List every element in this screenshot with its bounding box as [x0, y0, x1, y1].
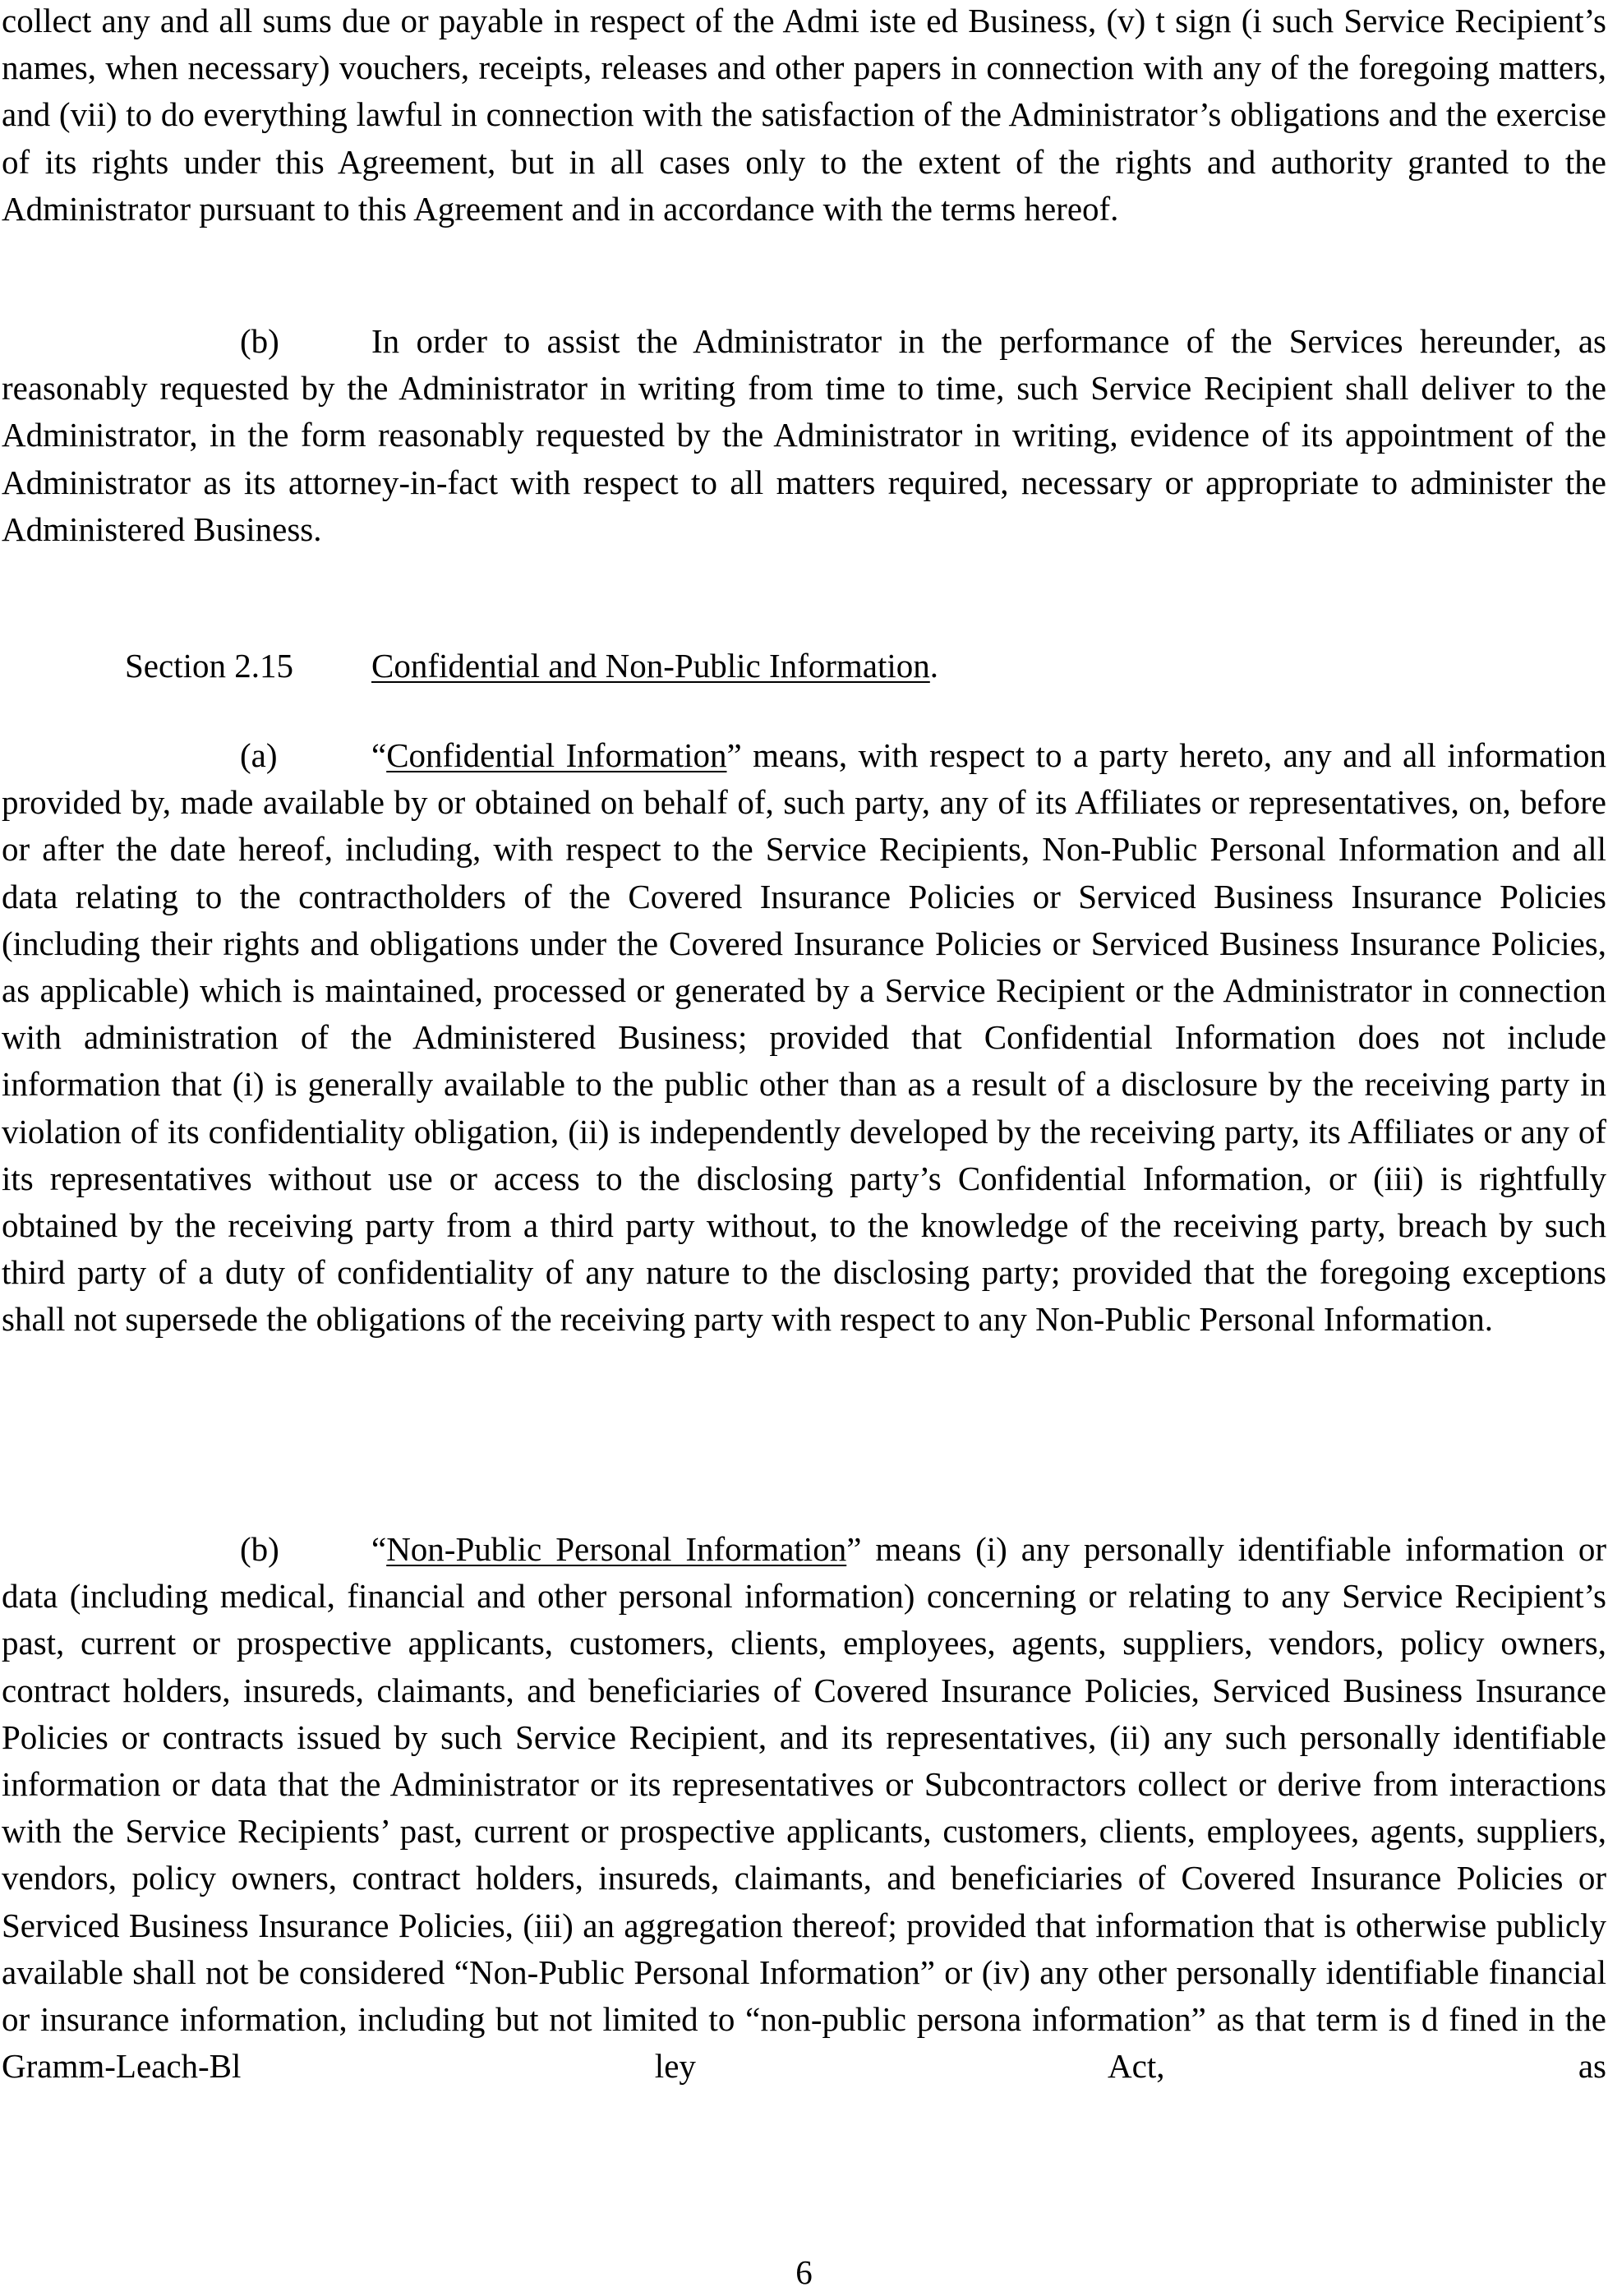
- page-number: 6: [795, 2253, 813, 2291]
- paragraph-text: ” means, with respect to a party hereto, any and all information provided by, made available by or obtained on behalf of, such party, any of its Affiliates or representatives, on, before or after the date hereof, including, with respect to the Service Recipients, Non-Public Personal Information and all data relating to the contractholders of the Covered Insurance Policies or Serviced Business Insurance Policies (including their rights and obligations under the Covered Insurance Policies or Serviced Business Insurance Policies, as applicable) which is maintained, processed or generated by a Service Recipient or the Administrator in connection with administration of the Administered Business; provided that Confidential Information does not include information that (i) is generally available to the public other than as a result of a disclosure by the receiving party in violation of its confidentiality obligation, (ii) is independently developed by the receiving party, its Affiliates or any of its representatives without use or access to the disclosing party’s Confidential Information, or (iii) is rightfully obtained by the receiving party from a third party without, to the knowledge of the receiving party, breach by such third party of a duty of confidentiality of any nature to the disclosing party; provided that the foregoing exceptions shall not supersede the obligations of the receiving party with respect to any Non-Public Personal Information.: [2, 736, 1606, 1339]
- paragraph-continuation: [2, 0, 1606, 233]
- defined-term: Non-Public Personal Information: [386, 1530, 847, 1568]
- clause-label: (b): [240, 322, 279, 360]
- paragraph-text: ” means (i) any personally identifiable information or data (including medical, financial and other personal information) concerning or relating to any Service Recipient’s past, current or prospective applicants, customers, clients, employees, agents, suppliers, vendors, policy owners, contract holders, insureds, claimants, and beneficiaries of Covered Insurance Policies, Serviced Business Insurance Policies or contracts issued by such Service Recipient, and its representatives, (ii) any such personally identifiable information or data that the Administrator or its representatives or Subcontractors collect or derive from interactions with the Service Recipients’ past, current or prospective applicants, customers, clients, employees, agents, suppliers, vendors, policy owners, contract holders, insureds, claimants, and beneficiaries of Covered Insurance Policies or Serviced Business Insurance Policies, (iii) an aggregation thereof; provided that information that is otherwise publicly available shall not be considered “Non-Public Personal Information” or (iv) any other personally identifiable financial or insurance information, including but not limited to “non-public persona information” as that term is d fined in the Gramm-Leach-Bl ley Act, as: [2, 1530, 1607, 2086]
- paragraph-2-15-a: (a) “Confidential Information” means, with respect to a party hereto, any and all information provided by, made available by or obtained on behalf of, such party, any of its Affiliates or representatives, on, before or after the date hereof, including, with respect to the Service Recipients, Non-Public Personal Information and all data relating to the contractholders of the Covered Insurance Policies or Serviced Business Insurance Policies (including their rights and obligations under the Covered Insurance Policies or Serviced Business Insurance Policies, as applicable) which is maintained, processed or generated by a Service Recipient or the Administrator in connection with administration of the Administered Business; provided that Confidential Information does not include information that (i) is generally available to the public other than as a result of a disclosure by the receiving party in violation of its confidentiality obligation, (ii) is independently developed by the receiving party, its Affiliates or any of its representatives without use or access to the disclosing party’s Confidential Information, or (iii) is rightfully obtained by the receiving party from a third party without, to the knowledge of the receiving party, breach by such third party of a duty of confidentiality of any nature to the disclosing party; provided that the foregoing exceptions shall not supersede the obligations of the receiving party with respect to any Non-Public Personal Information.: [2, 732, 1606, 1344]
- section-heading: [125, 643, 938, 689]
- paragraph-2-15-b: (b) “Non-Public Personal Information” means (i) any personally identifiable information or data (including medical, financial and other personal information) concerning or relating to any Service Recipient’s past, current or prospective applicants, customers, clients, employees, agents, suppliers, vendors, policy owners, contract holders, insureds, claimants, and beneficiaries of Covered Insurance Policies, Serviced Business Insurance Policies or contracts issued by such Service Recipient, and its representatives, (ii) any such personally identifiable information or data that the Administrator or its representatives or Subcontractors collect or derive from interactions with the Service Recipients’ past, current or prospective applicants, customers, clients, employees, agents, suppliers, vendors, policy owners, contract holders, insureds, claimants, and beneficiaries of Covered Insurance Policies or Serviced Business Insurance Policies, (iii) an aggregation thereof; provided that information that is otherwise publicly available shall not be considered “Non-Public Personal Information” or (iv) any other personally identifiable financial or insurance information, including but not limited to “non-public persona information” as that term is d fined in the Gramm-Leach-Bl ley Act, as: [2, 1526, 1606, 2090]
- section-title-period: .: [929, 647, 939, 685]
- defined-term: Confidential Information: [386, 736, 727, 774]
- clause-label: (b): [240, 1530, 279, 1568]
- section-title: Confidential and Non-Public Information: [371, 647, 930, 685]
- paragraph-text: In order to assist the Administrator in the performance of the Services hereunder, as reasonably requested by the Administrator in writing from time to time, such Service Recipient shall deliver to the Administrator, in the form reasonably requested by the Administrator in writing, evidence of its appointment of the Administrator as its attorney-in-fact with respect to all matters required, necessary or appropriate to administer the Administered Business.: [2, 322, 1606, 548]
- section-number: Section 2.15: [125, 647, 293, 685]
- paragraph-text: collect any and all sums due or payable in respect of the Admi iste ed Business, (v) t sign (i such Service Recipient’s names, when necessary) vouchers, receipts, releases and other papers in connection with any of the foregoing matters, and (vii) to do everything lawful in connection with the satisfaction of the Administrator’s obligations and the exercise of its rights under this Agreement, but in all cases only to the extent of the rights and authority granted to the Administrator pursuant to this Agreement and in accordance with the terms hereof.: [2, 2, 1606, 228]
- paragraph-2-14-b: [2, 318, 1606, 553]
- clause-label: (a): [240, 736, 278, 774]
